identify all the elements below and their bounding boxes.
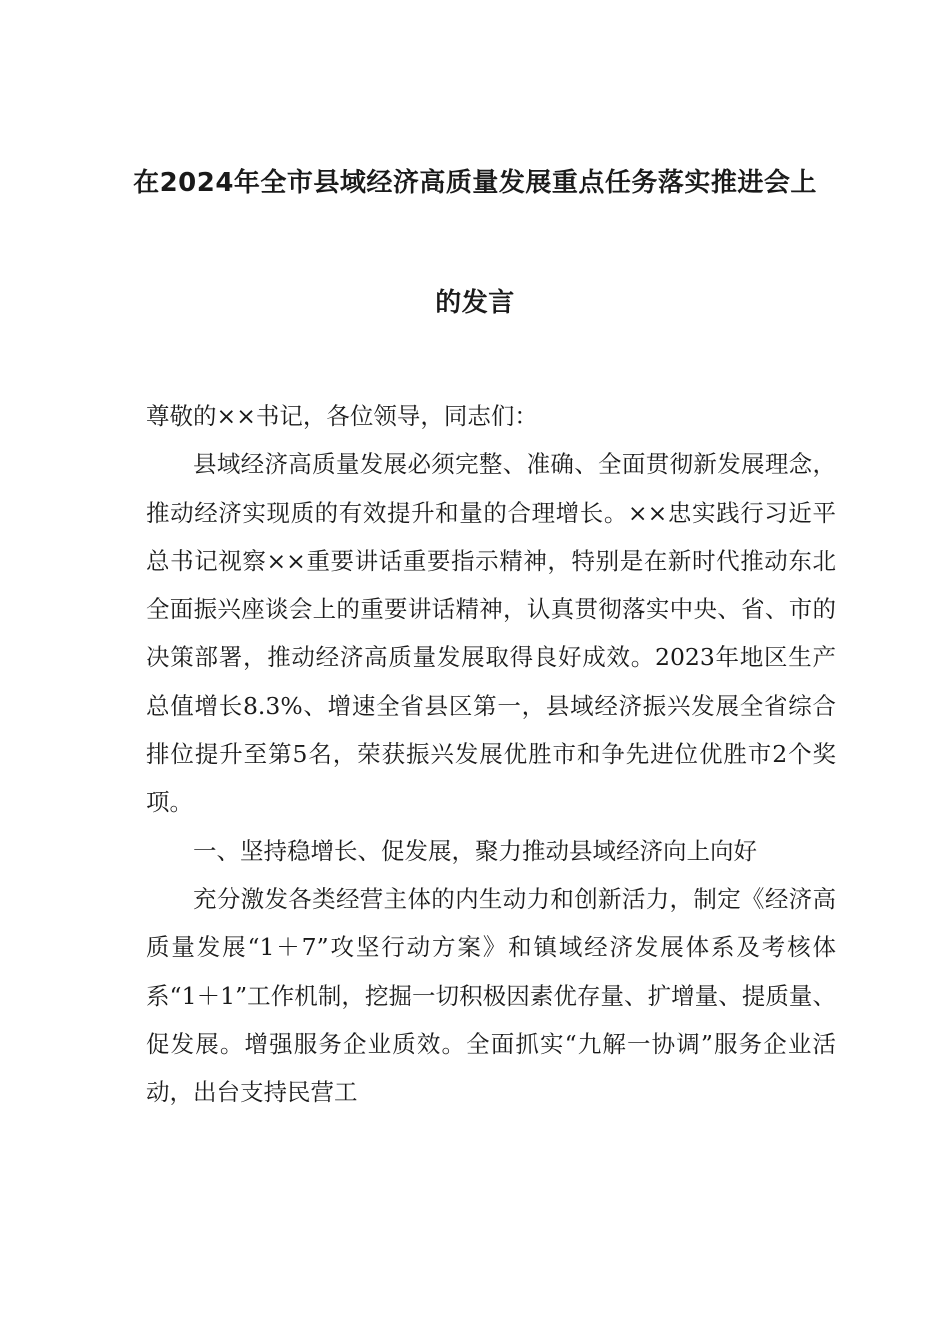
salutation: 尊敬的××书记，各位领导，同志们：: [146, 402, 538, 430]
document-title-line-2: 的发言: [435, 288, 515, 318]
document-body: [146, 392, 836, 1116]
paragraph-intro: 县域经济高质量发展必须完整、准确、全面贯彻新发展理念，推动经济实现质的有效提升和量的合理增长。××忠实践行习近平总书记视察××重要讲话重要指示精神，特别是在新时代推动东北全面振兴座谈会上的重要讲话精神，认真贯彻落实中央、省、市的决策部署，推动经济高质量发展取得良好成效。2023年地区生产总值增长8.3%、增速全省县区第一，县域经济振兴发展全省综合排位提升至第5名，荣获振兴发展优胜市和争先进位优胜市2个奖项。: [146, 450, 836, 817]
document-title-line-1: 在2024年全市县域经济高质量发展重点任务落实推进会上: [133, 168, 817, 198]
section-heading-1: 一、坚持稳增长、促发展，聚力推动县域经济向上向好: [193, 836, 757, 865]
paragraph-section-1: 充分激发各类经营主体的内生动力和创新活力，制定《经济高质量发展“1＋7”攻坚行动方案》和镇域经济发展体系及考核体系“1＋1”工作机制，挖掘一切积极因素优存量、扩增量、提质量、促发展。增强服务企业质效。全面抓实“九解一协调”服务企业活动，出台支持民营工: [146, 884, 836, 1107]
